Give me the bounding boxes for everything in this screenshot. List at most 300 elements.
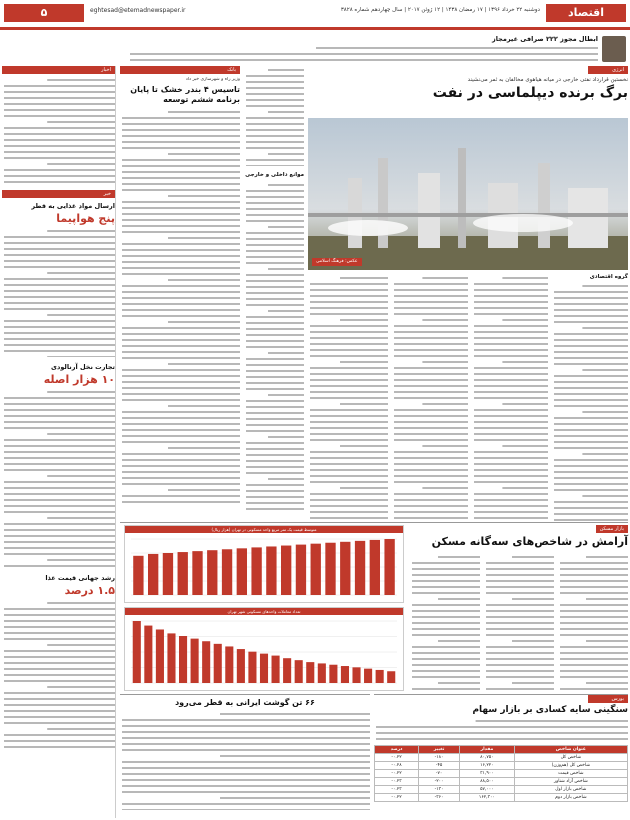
text-line xyxy=(476,720,628,722)
text-line xyxy=(394,301,468,303)
text-line xyxy=(438,598,480,600)
text-line xyxy=(4,668,115,670)
text-line xyxy=(122,129,240,131)
cell: ۲۰۰- xyxy=(419,778,460,786)
text-line xyxy=(310,463,388,465)
text-line xyxy=(4,487,115,489)
text-line xyxy=(47,433,115,435)
text-line xyxy=(122,773,370,775)
text-line xyxy=(4,308,115,310)
text-line xyxy=(554,483,628,485)
chart-bar xyxy=(355,541,365,595)
body-text-lines xyxy=(128,44,598,64)
text-line xyxy=(246,262,304,264)
text-line xyxy=(4,541,115,543)
text-line xyxy=(122,749,370,751)
text-line xyxy=(246,418,304,420)
text-line xyxy=(394,337,468,339)
mid-label: بانک xyxy=(120,66,240,74)
text-line xyxy=(130,59,598,61)
text-line xyxy=(560,562,628,564)
body-text-lines xyxy=(558,553,628,693)
text-line xyxy=(474,343,548,345)
chart-bar xyxy=(178,552,188,595)
text-line xyxy=(4,505,115,507)
text-line xyxy=(168,489,240,491)
banner-text xyxy=(128,44,598,64)
text-line xyxy=(554,423,628,425)
text-line xyxy=(4,85,115,87)
text-line xyxy=(122,459,240,461)
text-line xyxy=(4,457,115,459)
chart-bar xyxy=(148,554,158,595)
text-line xyxy=(310,349,388,351)
text-line xyxy=(4,656,115,658)
text-line xyxy=(246,322,304,324)
text-line xyxy=(394,367,468,369)
text-line xyxy=(394,355,468,357)
email-link[interactable]: eghtesad@etemadnewspaper.ir xyxy=(90,7,186,14)
text-line xyxy=(122,737,370,739)
text-line xyxy=(582,411,628,413)
text-line xyxy=(122,399,240,401)
text-line xyxy=(310,379,388,381)
text-line xyxy=(340,487,388,489)
text-line xyxy=(554,333,628,335)
text-line xyxy=(246,99,304,101)
text-line xyxy=(4,445,115,447)
refinery-photo xyxy=(308,118,628,270)
body-text-lines xyxy=(410,553,480,693)
text-line xyxy=(474,499,548,501)
text-line xyxy=(586,598,628,600)
chart-bar xyxy=(222,549,232,595)
text-line xyxy=(122,803,370,805)
chart-bar xyxy=(341,666,349,683)
text-line xyxy=(310,505,388,507)
mid-headline: تاسیس ۴ بندر خشک تا پایان برنامه ششم توسعه xyxy=(130,85,240,104)
text-line xyxy=(474,511,548,513)
text-line xyxy=(246,376,304,378)
chart-bar xyxy=(225,646,233,683)
cell: ۱۶۲,۳۰۰ xyxy=(460,794,515,802)
text-line xyxy=(394,481,468,483)
cell: ۰.۲۲- xyxy=(375,754,419,762)
text-line xyxy=(122,381,240,383)
body-text-lines xyxy=(244,66,304,166)
text-line xyxy=(122,225,240,227)
cell: ۳۱,۹۰۰ xyxy=(460,770,515,778)
text-line xyxy=(486,622,554,624)
text-line xyxy=(246,159,304,161)
text-line xyxy=(554,375,628,377)
text-line xyxy=(268,111,304,113)
text-line xyxy=(310,391,388,393)
text-line xyxy=(268,394,304,396)
body-text-lines xyxy=(308,274,388,522)
text-line xyxy=(310,397,388,399)
text-line xyxy=(394,457,468,459)
text-line xyxy=(554,501,628,503)
table-row xyxy=(375,762,628,770)
chart-bar xyxy=(311,544,321,595)
text-line xyxy=(422,319,468,321)
oil-label: انرژی xyxy=(588,66,628,74)
left-news-text xyxy=(2,76,115,186)
text-line xyxy=(122,189,240,191)
text-line xyxy=(4,296,115,298)
text-line xyxy=(412,688,480,690)
text-line xyxy=(554,459,628,461)
text-line xyxy=(4,493,115,495)
text-line xyxy=(4,175,115,177)
item1-highlight: پنج هواپیما xyxy=(56,212,115,225)
text-line xyxy=(394,421,468,423)
left-news-label: اخبار xyxy=(2,66,115,74)
cell: ۰.۲۸- xyxy=(375,762,419,770)
text-line xyxy=(268,268,304,270)
th-percent: درصد xyxy=(375,746,419,754)
body-text-lines xyxy=(552,282,628,522)
text-line xyxy=(438,682,480,684)
text-line xyxy=(554,387,628,389)
text-line xyxy=(502,445,548,447)
cell: شاخص کل (هم‌وزن) xyxy=(514,762,627,770)
chart-bar xyxy=(133,556,143,595)
text-line xyxy=(474,475,548,477)
text-line xyxy=(474,385,548,387)
text-line xyxy=(168,153,240,155)
th-title: عنوان شاخص xyxy=(514,746,627,754)
text-line xyxy=(582,453,628,455)
text-line xyxy=(582,285,628,287)
text-line xyxy=(246,280,304,282)
text-line xyxy=(168,321,240,323)
text-line xyxy=(47,121,115,123)
chart-bar xyxy=(156,629,164,683)
text-line xyxy=(122,393,240,395)
text-line xyxy=(310,307,388,309)
text-line xyxy=(560,574,628,576)
chart-bar xyxy=(207,550,217,595)
text-line xyxy=(268,478,304,480)
text-line xyxy=(4,242,115,244)
top-banner xyxy=(120,34,628,64)
oil-byline: گروه اقتصادی xyxy=(589,274,628,280)
text-line xyxy=(246,346,304,348)
text-line xyxy=(554,309,628,311)
text-line xyxy=(122,779,370,781)
text-line xyxy=(560,670,628,672)
chart-bar xyxy=(364,669,372,683)
text-line xyxy=(394,493,468,495)
text-line xyxy=(246,190,304,192)
text-line xyxy=(412,634,480,636)
text-line xyxy=(4,326,115,328)
text-line xyxy=(4,115,115,117)
text-line xyxy=(554,321,628,323)
text-line xyxy=(130,53,598,55)
chart-bar xyxy=(179,636,187,683)
mid-subhead: وزیر راه و شهرسازی خبر داد xyxy=(185,77,240,82)
cell: ۰.۲۲- xyxy=(375,794,419,802)
text-line xyxy=(4,338,115,340)
text-line xyxy=(47,644,115,646)
chart1-title: متوسط قیمت یک متر مربع واحد مسکونی در تهران (هزار ریال) xyxy=(125,526,403,533)
text-line xyxy=(582,495,628,497)
text-line xyxy=(512,640,554,642)
housing-col-3 xyxy=(410,553,480,693)
text-line xyxy=(474,349,548,351)
text-line xyxy=(4,302,115,304)
body-text-lines xyxy=(120,108,240,503)
page-number: ۵ xyxy=(4,4,84,22)
side-narrow-column xyxy=(244,66,304,522)
text-line xyxy=(246,75,304,77)
text-line xyxy=(122,761,370,763)
chart-bar xyxy=(251,547,261,595)
text-line xyxy=(394,415,468,417)
text-line xyxy=(554,399,628,401)
text-line xyxy=(122,123,240,125)
table-row xyxy=(375,778,628,786)
text-line xyxy=(4,320,115,322)
cell: ۱۶,۲۲۰ xyxy=(460,762,515,770)
text-line xyxy=(47,163,115,165)
text-line xyxy=(376,726,628,728)
text-line xyxy=(376,738,628,740)
text-line xyxy=(474,391,548,393)
text-line xyxy=(412,676,480,678)
text-line xyxy=(394,475,468,477)
text-line xyxy=(122,303,240,305)
text-line xyxy=(394,439,468,441)
body-text-lines xyxy=(472,274,548,522)
text-line xyxy=(502,319,548,321)
text-line xyxy=(394,385,468,387)
text-line xyxy=(486,652,554,654)
text-line xyxy=(4,698,115,700)
text-line xyxy=(502,277,548,279)
text-line xyxy=(122,339,240,341)
text-line xyxy=(310,289,388,291)
text-line xyxy=(122,309,240,311)
text-line xyxy=(122,249,240,251)
text-line xyxy=(4,553,115,555)
text-line xyxy=(486,580,554,582)
chart2-plot xyxy=(125,615,403,689)
text-line xyxy=(310,355,388,357)
text-line xyxy=(474,325,548,327)
text-line xyxy=(122,147,240,149)
text-line xyxy=(4,109,115,111)
cell: شاخص آزاد شناور xyxy=(514,778,627,786)
cell: شاخص کل xyxy=(514,754,627,762)
text-line xyxy=(268,184,304,186)
text-line xyxy=(246,316,304,318)
housing-col-1 xyxy=(558,553,628,693)
text-line xyxy=(474,337,548,339)
chart-bar xyxy=(202,641,210,683)
text-line xyxy=(122,743,370,745)
text-line xyxy=(474,283,548,285)
text-line xyxy=(486,574,554,576)
text-line xyxy=(554,429,628,431)
chart-bar xyxy=(306,662,314,683)
stock-label: بورس xyxy=(588,695,628,703)
stock-headline: سنگینی سایه کسادی بر بازار سهام xyxy=(472,705,628,715)
text-line xyxy=(340,277,388,279)
text-line xyxy=(246,105,304,107)
body-text-lines xyxy=(2,388,115,568)
text-line xyxy=(47,517,115,519)
text-line xyxy=(310,481,388,483)
text-line xyxy=(586,682,628,684)
text-line xyxy=(4,169,115,171)
body-text-lines xyxy=(2,599,115,749)
text-line xyxy=(4,266,115,268)
chart1-plot xyxy=(125,533,403,601)
text-line xyxy=(502,403,548,405)
text-line xyxy=(246,202,304,204)
oil-col-4 xyxy=(308,274,388,522)
text-line xyxy=(554,513,628,515)
chart-bar xyxy=(191,639,199,683)
text-line xyxy=(394,409,468,411)
text-line xyxy=(486,604,554,606)
item2-title: تجارت نخل آرنالودی xyxy=(51,363,115,371)
chart-bar xyxy=(281,546,291,595)
text-line xyxy=(554,297,628,299)
text-line xyxy=(394,511,468,513)
text-line xyxy=(554,489,628,491)
text-line xyxy=(486,586,554,588)
text-line xyxy=(168,279,240,281)
text-line xyxy=(4,403,115,405)
text-line xyxy=(122,429,240,431)
text-line xyxy=(394,379,468,381)
text-line xyxy=(4,692,115,694)
text-line xyxy=(4,254,115,256)
text-line xyxy=(560,652,628,654)
text-line xyxy=(47,272,115,274)
text-line xyxy=(4,481,115,483)
text-line xyxy=(246,406,304,408)
text-line xyxy=(122,785,370,787)
text-line xyxy=(246,244,304,246)
stock-table-header xyxy=(375,746,628,754)
text-line xyxy=(246,147,304,149)
text-line xyxy=(486,670,554,672)
text-line xyxy=(246,129,304,131)
text-line xyxy=(394,433,468,435)
cell: ۸۰,۷۵۰ xyxy=(460,754,515,762)
text-line xyxy=(310,343,388,345)
text-line xyxy=(122,141,240,143)
text-line xyxy=(474,415,548,417)
cell: شاخص قیمت xyxy=(514,770,627,778)
text-line xyxy=(474,301,548,303)
chart-1 xyxy=(124,525,404,603)
text-line xyxy=(412,646,480,648)
chart-bar xyxy=(283,658,291,683)
body-text-lines xyxy=(392,274,468,522)
text-line xyxy=(310,313,388,315)
text-line xyxy=(560,646,628,648)
text-line xyxy=(246,484,304,486)
text-line xyxy=(412,586,480,588)
text-line xyxy=(560,688,628,690)
text-line xyxy=(474,493,548,495)
text-line xyxy=(246,328,304,330)
table-row xyxy=(375,770,628,778)
text-line xyxy=(554,435,628,437)
cell: ۴۵- xyxy=(419,762,460,770)
text-line xyxy=(246,430,304,432)
text-line xyxy=(246,250,304,252)
text-line xyxy=(560,628,628,630)
text-line xyxy=(340,403,388,405)
text-line xyxy=(394,343,468,345)
text-line xyxy=(4,397,115,399)
text-line xyxy=(412,652,480,654)
item1-title: ارسال مواد غذایی به قطر xyxy=(31,202,115,210)
text-line xyxy=(474,379,548,381)
text-line xyxy=(554,405,628,407)
item3-highlight: ۱.۵ درصد xyxy=(64,584,115,597)
text-line xyxy=(4,415,115,417)
text-line xyxy=(316,47,598,49)
text-line xyxy=(268,226,304,228)
photo-caption: عکس: فرهنگ اسلامی xyxy=(312,258,362,266)
text-line xyxy=(4,565,115,567)
text-line xyxy=(47,314,115,316)
text-line xyxy=(310,367,388,369)
text-line xyxy=(394,397,468,399)
text-line xyxy=(474,313,548,315)
chart-bar xyxy=(260,654,268,683)
text-line xyxy=(122,767,370,769)
text-line xyxy=(168,363,240,365)
text-line xyxy=(4,632,115,634)
text-line xyxy=(4,284,115,286)
text-line xyxy=(394,391,468,393)
text-line xyxy=(310,499,388,501)
text-line xyxy=(474,439,548,441)
text-line xyxy=(474,469,548,471)
text-line xyxy=(486,616,554,618)
text-line xyxy=(122,261,240,263)
th-value: مقدار xyxy=(460,746,515,754)
text-line xyxy=(246,502,304,504)
text-line xyxy=(220,797,370,799)
page-header xyxy=(0,0,630,30)
text-line xyxy=(4,278,115,280)
text-line xyxy=(4,620,115,622)
text-line xyxy=(394,463,468,465)
text-line xyxy=(554,393,628,395)
body-text-lines xyxy=(374,717,628,743)
oil-col-1 xyxy=(552,282,628,522)
text-line xyxy=(122,207,240,209)
text-line xyxy=(310,475,388,477)
text-line xyxy=(310,409,388,411)
text-line xyxy=(246,292,304,294)
text-line xyxy=(560,658,628,660)
oil-section xyxy=(308,66,628,522)
chart-bar xyxy=(325,543,335,595)
text-line xyxy=(554,303,628,305)
